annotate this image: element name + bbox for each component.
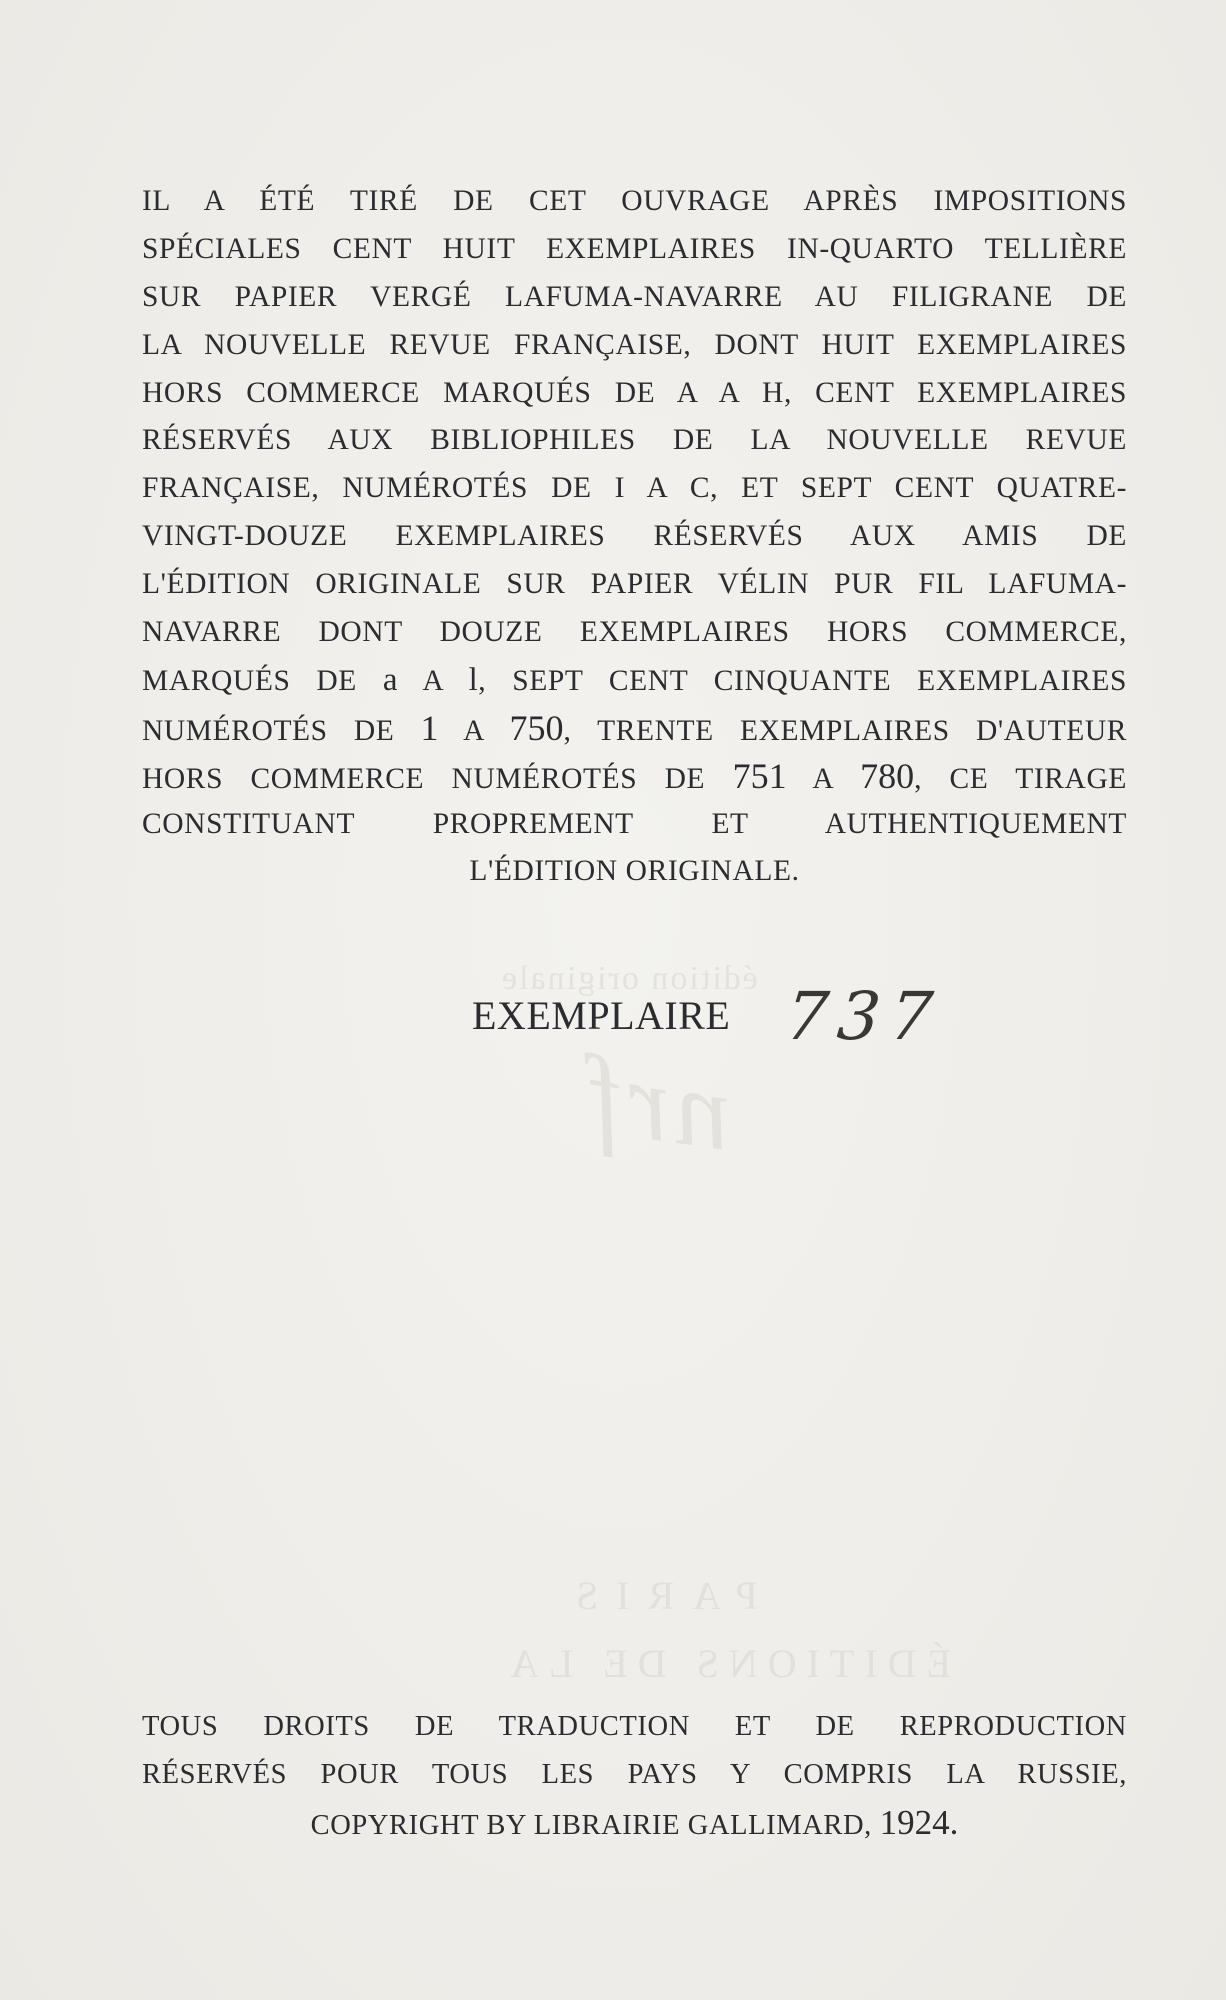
line-12-mid: A (438, 714, 510, 747)
rights-notice (142, 1703, 1127, 1847)
line-13-end: , CE TIRAGE (914, 762, 1127, 795)
rights-line-2: RÉSERVÉS POUR TOUS LES PAYS Y COMPRIS LA RUSSIE, (142, 1759, 1127, 1790)
line-12-end: , TRENTE EXEMPLAIRES D'AUTEUR (563, 714, 1127, 747)
justification-line-14: CONSTITUANT PROPREMENT ET AUTHENTIQUEMENT (142, 807, 1127, 840)
number-1: 1 (420, 707, 439, 748)
justification-line-12 (142, 705, 1127, 753)
justification-line-15: L'ÉDITION ORIGINALE. (469, 855, 800, 888)
justification-line-1: IL A ÉTÉ TIRÉ DE CET OUVRAGE APRÈS IMPOSITIONS (142, 185, 1127, 217)
show-through-nrf-logo: nrf (577, 1032, 740, 1174)
justification-line-11 (142, 657, 1127, 705)
justification-line-10: NAVARRE DONT DOUZE EXEMPLAIRES HORS COMMERCE, (142, 616, 1127, 649)
justification-du-tirage (142, 178, 1127, 896)
line-11-start: MARQUÉS DE (142, 664, 383, 697)
justification-line-7: FRANÇAISE, NUMÉROTÉS DE I A C, ET SEPT CENT QUATRE- (142, 472, 1127, 505)
letter-l-lowercase: l (468, 661, 479, 698)
rights-line-3 (142, 1799, 1127, 1847)
number-751: 751 (732, 755, 787, 796)
copyright-text: COPYRIGHT BY LIBRAIRIE GALLIMARD, (310, 1810, 880, 1841)
show-through-edition: édition originale (500, 960, 758, 997)
show-through-editions: ÉDITIONS DE LA (500, 1641, 952, 1686)
line-13-mid: A (786, 762, 861, 795)
copyright-year: 1924. (879, 1803, 959, 1842)
exemplaire-label: EXEMPLAIRE (472, 993, 731, 1038)
show-through-paris: PARIS (558, 1573, 758, 1618)
justification-line-5: HORS COMMERCE MARQUÉS DE A A H, CENT EXEMPLAIRES (142, 376, 1127, 409)
justification-line-8: VINGT-DOUZE EXEMPLAIRES RÉSERVÉS AUX AMIS DE (142, 520, 1127, 553)
number-750: 750 (509, 707, 564, 748)
line-11-end: , SEPT CENT CINQUANTE EXEMPLAIRES (478, 664, 1127, 697)
line-13-start: HORS COMMERCE NUMÉROTÉS DE (142, 762, 733, 795)
justification-line-3: SUR PAPIER VERGÉ LAFUMA-NAVARRE AU FILIGRANE DE (142, 280, 1127, 313)
justification-line-4: LA NOUVELLE REVUE FRANÇAISE, DONT HUIT EXEMPLAIRES (142, 328, 1127, 361)
letter-a-lowercase: a (382, 661, 399, 698)
line-11-mid: A (398, 664, 469, 697)
justification-line-13 (142, 753, 1127, 801)
line-12-start: NUMÉROTÉS DE (142, 714, 421, 747)
justification-line-6: RÉSERVÉS AUX BIBLIOPHILES DE LA NOUVELLE REVUE (142, 424, 1127, 457)
justification-line-9: L'ÉDITION ORIGINALE SUR PAPIER VÉLIN PUR FIL LAFUMA- (142, 568, 1127, 601)
justification-line-2: SPÉCIALES CENT HUIT EXEMPLAIRES IN-QUARTO TELLIÈRE (142, 232, 1127, 265)
copy-number-stamp: 737 (781, 978, 947, 1055)
number-780: 780 (860, 755, 915, 796)
rights-line-1: TOUS DROITS DE TRADUCTION ET DE REPRODUCTION (142, 1711, 1127, 1742)
